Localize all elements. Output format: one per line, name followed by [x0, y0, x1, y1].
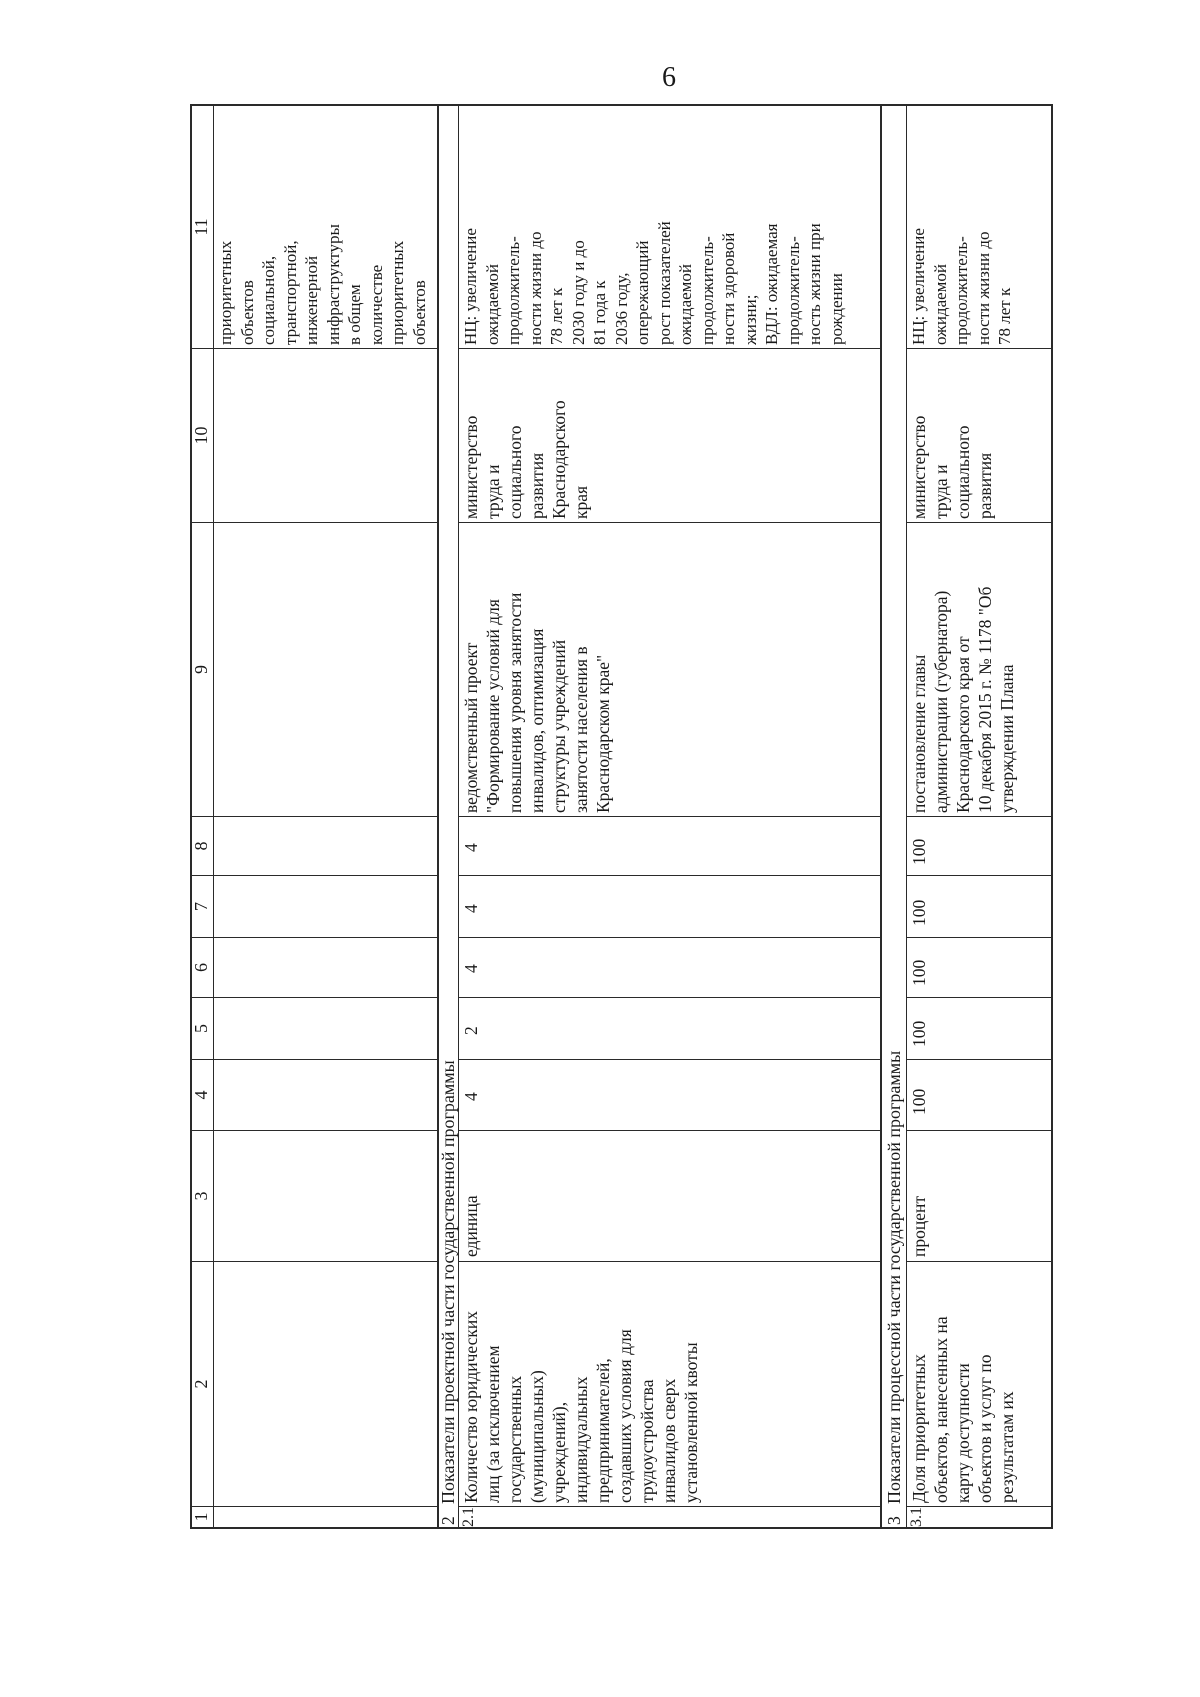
- row-3-1-value-5: 100: [909, 1020, 929, 1047]
- col-line: [458, 937, 880, 938]
- col-line: [190, 937, 437, 938]
- row-2-1-value-5: 2: [461, 1026, 481, 1035]
- col-line: [906, 1059, 1051, 1060]
- col-line: [906, 1506, 1051, 1507]
- rotated-table: [190, 104, 1053, 1529]
- col-line: [906, 1130, 1051, 1131]
- header-col-2: 2: [191, 1379, 211, 1389]
- col-line: [906, 522, 1051, 523]
- row-2-1-unit: единица: [461, 1195, 481, 1257]
- page-number: 6: [662, 62, 676, 93]
- section-2-number: 2: [438, 1516, 458, 1525]
- row-2-1-responsible: министерство труда и социального развития Краснодарского края: [461, 400, 591, 519]
- col-line: [190, 348, 437, 349]
- header-col-1: 1: [191, 1512, 211, 1522]
- row-2-1-goal: НЦ: увеличение ожидаемой продолжитель- ности жизни до 78 лет к 2030 году и до 81 года к 2036 году, опережающий рост показателей ожидаемой продолжитель- ности здоровой жизни; ВДЛ: ожидаемая продолжитель- ность жизни при рождении: [461, 221, 846, 345]
- row-2-1-value-7: 4: [461, 904, 481, 913]
- header-col-10: 10: [191, 426, 211, 445]
- col-line: [458, 997, 880, 998]
- row-3-1-number: 3.1: [908, 1507, 925, 1527]
- col-line: [458, 1506, 880, 1507]
- col-line: [190, 1059, 437, 1060]
- rotated-table-wrapper: [190, 104, 1200, 1527]
- continued-target-cell: приоритетных объектов социальной, транспортной, инженерной инфраструктуры в общем количестве приоритетных объектов: [216, 224, 429, 345]
- row-2-1-value-8: 4: [461, 843, 481, 852]
- col-line: [906, 937, 1051, 938]
- col-line: [190, 816, 437, 817]
- col-line: [458, 522, 880, 523]
- row-3-1-responsible: министерство труда и социального развития: [909, 415, 995, 519]
- table-border-right: [190, 104, 1053, 106]
- col-line: [190, 1130, 437, 1131]
- col-line: [458, 816, 880, 817]
- col-line: [458, 348, 880, 349]
- row-3-1-indicator: Доля приоритетных объектов, нанесенных на карту доступности объектов и услуг по результатам их: [909, 1316, 1017, 1503]
- row-2-1-value-4: 4: [461, 1092, 481, 1101]
- row-2-1-number: 2.1: [460, 1507, 477, 1527]
- row-3-1-value-4: 100: [909, 1088, 929, 1115]
- col-line: [458, 1261, 880, 1262]
- row-3-1-unit: процент: [909, 1195, 929, 1257]
- row-separator: [880, 104, 882, 1529]
- table-border-left: [190, 1527, 1053, 1529]
- indicator-table: [190, 104, 1053, 1529]
- col-line: [190, 522, 437, 523]
- row-2-1-value-6: 4: [461, 964, 481, 973]
- header-col-5: 5: [191, 1024, 211, 1033]
- row-2-1-indicator: Количество юридических лиц (за исключением государственных (муниципальных) учреждений), индивидуальных предпринимателей, создавших условия для трудоустройства инвалидов сверх установленной квоты: [461, 1311, 701, 1503]
- row-3-1-document: постановление главы администрации (губернатора) Краснодарского края от 10 декабря 2015 г. № 1178 "Об утверждении Плана: [909, 586, 1017, 813]
- col-line: [906, 875, 1051, 876]
- header-col-8: 8: [191, 841, 211, 851]
- table-border-bottom: [1051, 104, 1053, 1529]
- section-2-title: Показатели проектной части государственной программы: [438, 1060, 458, 1504]
- col-line: [906, 1261, 1051, 1262]
- col-line: [458, 1130, 880, 1131]
- row-3-1-goal: НЦ: увеличение ожидаемой продолжитель- ности жизни до 78 лет к: [909, 228, 1014, 345]
- col-line: [906, 816, 1051, 817]
- row-3-1-value-7: 100: [909, 899, 929, 926]
- row-2-1-document: ведомственный проект "Формирование условий для повышения уровня занятости инвалидов, оптимизация структуры учреждений занятости населения в Краснодарском крае": [461, 592, 613, 813]
- row-3-1-value-8: 100: [909, 838, 929, 865]
- header-col-11: 11: [191, 218, 211, 236]
- col-line: [190, 1506, 437, 1507]
- header-col-7: 7: [191, 902, 211, 911]
- col-line: [906, 348, 1051, 349]
- col-line: [458, 875, 880, 876]
- header-col-9: 9: [191, 665, 211, 674]
- col-line: [190, 875, 437, 876]
- col-line: [458, 1059, 880, 1060]
- header-col-4: 4: [191, 1090, 211, 1100]
- header-col-3: 3: [191, 1191, 211, 1201]
- header-col-6: 6: [191, 963, 211, 972]
- col-line: [190, 1261, 437, 1262]
- col-line: [906, 997, 1051, 998]
- section-3-title: Показатели процессной части государственной программы: [884, 1050, 904, 1504]
- row-3-1-value-6: 100: [909, 959, 929, 986]
- col-line: [190, 997, 437, 998]
- section-3-number: 3: [884, 1516, 904, 1525]
